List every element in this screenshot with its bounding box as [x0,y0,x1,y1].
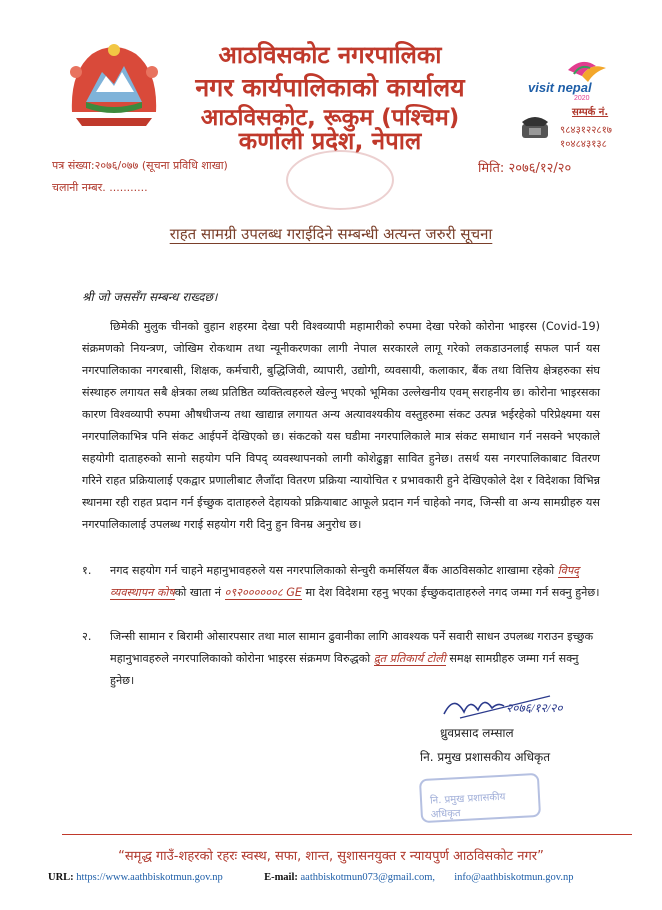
handwritten-signature [440,684,570,724]
list-item-number: १. [82,564,92,577]
email-link-info[interactable]: info@aathbiskotmun.gov.np [454,872,574,883]
signature-date: २०७६/१२/२० [506,701,563,715]
footer-divider [62,834,632,835]
email-link-primary[interactable]: aathbiskotmun073@gmail.com, [300,872,436,883]
signatory-name: ध्रुवप्रसाद लम्साल [440,726,514,740]
notice-subject [0,224,662,244]
municipality-name: आठविसकोट नगरपालिका [218,41,442,69]
office-seal-stamp [286,150,394,210]
item-text-part: को खाता नं [174,586,221,599]
visit-nepal-2020-logo [524,56,610,102]
date-value: २०७६/१२/२० [508,161,572,176]
item-text-part: नगद सहयोग गर्न चाहने महानुभावहरुले यस नगरपालिकाको सेन्चुरी कमर्सियल बैंक आठविसकोट शाखामा रहेको [110,564,555,577]
body-paragraph: छिमेकी मुलुक चीनको वुहान शहरमा देखा परी विश्वव्यापी महामारीको रुपमा देखा परेको कोरोना भाइरस (Covid-19) संक्रमणको नियन्त्रण, जोखिम रोकथाम तथा न्यूनीकरणका लागी नेपाल सरकारले लागू गरेको लकडाउनलाई सफल पार्न यस नगरपालिकाका नगरबासी, शिक्षक, कर्मचारी, बुद्धिजिवी, व्यापारी, उद्योगी, व्यवसायी, कलाकार, बैंक तथा वित्तिय क्षेत्रहरुका संघ संस्थाहरु लगायत सबै क्षेत्रका लब्ध प्रतिष्ठित व्यक्तित्वहरुले खेल्नु भएको भूमिका उल्लेखनीय एवम् सराहनीय छ। कोरोना भाइरसका कारण विश्वव्यापी रुपमा औषधीजन्य तथा खाद्यान्न लगायत अन्य अत्यावश्यकीय वस्तुहरुमा संकट उत्पन्न भईरहेको परिप्रेक्ष्यमा यस नगरपालिकाभित्र पनि संकट आईपर्ने देखिएको छ। संकटको यस घडीमा नगरपालिकाले मात्र संकट समाधान गर्न नसक्ने भएकाले सहयोगी दाताहरुको सानो सहयोग पनि विपद् व्यवस्थापनको लागी कोशेढुङ्गा सावित हुनेछ। तसर्थ यस नगरपालिकाबाट वितरण गरिने राहत प्रक्रियालाई एकद्वार प्रणालीबाट लैजाँदा वितरण प्रक्रिया न्यायोचित र प्रभावकारी हुने देखिएकोले देश र विदेशका विभिन्न स्थानमा रही राहत प्रदान गर्न ईच्छुक दाताहरुले देहायको प्रक्रियाबाट आफूले प्रदान गर्न चाहेको नगद, जिन्सी वा अन्य सामग्रीहरु यस नगरपालिकालाई उपलब्ध गराई सहयोग गरी दिनु हुन विनम्र अनुरोध छ। [82,320,600,531]
stamp-text: नि. प्रमुख प्रशासकीय अधिकृत [429,791,506,821]
list-item-text [110,560,602,604]
website-link[interactable]: https://www.aathbiskotmun.gov.np [76,872,223,883]
list-item-number: २. [82,630,92,643]
office-name: नगर कार्यपालिकाको कार्यालय [195,73,465,102]
list-item [82,560,602,626]
telephone-icon [520,112,550,142]
province-country: कर्णाली प्रदेश, नेपाल [238,127,422,155]
visit-nepal-year: 2020 [574,95,590,102]
rapid-response-team: द्रुत प्रतिकार्य टोली [373,652,446,665]
item-text-part: मा देश विदेशमा रहनु भएका ईच्छुकदाताहरुले नगद जम्मा गर्न सक्नु हुनेछ। [305,586,600,599]
item-text-part: समक्ष सामग्रीहरु जम्मा गर्न सक्नु हुनेछ। [110,652,579,687]
letter-number [52,158,228,173]
notice-subject-text: राहत सामग्री उपलब्ध गराईदिने सम्बन्धी अत्यन्त जरुरी सूचना [169,225,493,243]
letter-date [478,158,571,176]
letter-number-value: २०७६/०७७ (सूचना प्रविधि शाखा) [94,159,228,172]
list-item [82,626,602,692]
date-label: मिति: [478,161,505,176]
contact-label: सम्पर्क नं. [572,107,609,118]
phone-number-2: १०४८४३१३८ [560,139,607,150]
dispatch-number-value: ........... [109,181,148,194]
letter-number-label: पत्र संख्या: [52,159,95,172]
footer-slogan: “समृद्ध गाउँ-शहरको रहरः स्वस्थ, सफा, शान्त, सुशासनयुक्त र न्यायपुर्ण आठविसकोट नगर” [118,849,544,864]
dispatch-number-label: चलानी नम्बर. [52,181,106,194]
dispatch-number [52,180,148,195]
visit-nepal-text: visit nepal [528,80,592,95]
footer-links [48,872,628,883]
signatory-designation: नि. प्रमुख प्रशासकीय अधिकृत [420,750,551,764]
url-label: URL: [48,872,74,883]
salutation: श्री जो जससँग सम्बन्ध राख्दछ। [82,290,218,304]
bank-account-number: ०९२००००००८ GE [224,586,302,599]
office-address: आठविसकोट, रूकुम (पश्चिम) [200,105,460,131]
item-text-part: जिन्सी सामान र बिरामी ओसारपसार तथा माल सामान ढुवानीका लागि आवश्यक पर्ने सवारी साधन उपलब्ध गराउन इच्छुक महानुभावहरुले नगरपालिकाको कोरोना भाइरस संक्रमण विरुद्धको [110,630,594,665]
list-item-text [110,626,602,692]
designation-stamp [419,773,541,823]
contact-block [520,104,620,152]
disaster-fund-name: विपद् व्यवस्थापन कोष [110,564,580,599]
phone-number-1: ९८४३१२२८१७ [560,125,612,136]
email-label: E-mail: [264,872,298,883]
